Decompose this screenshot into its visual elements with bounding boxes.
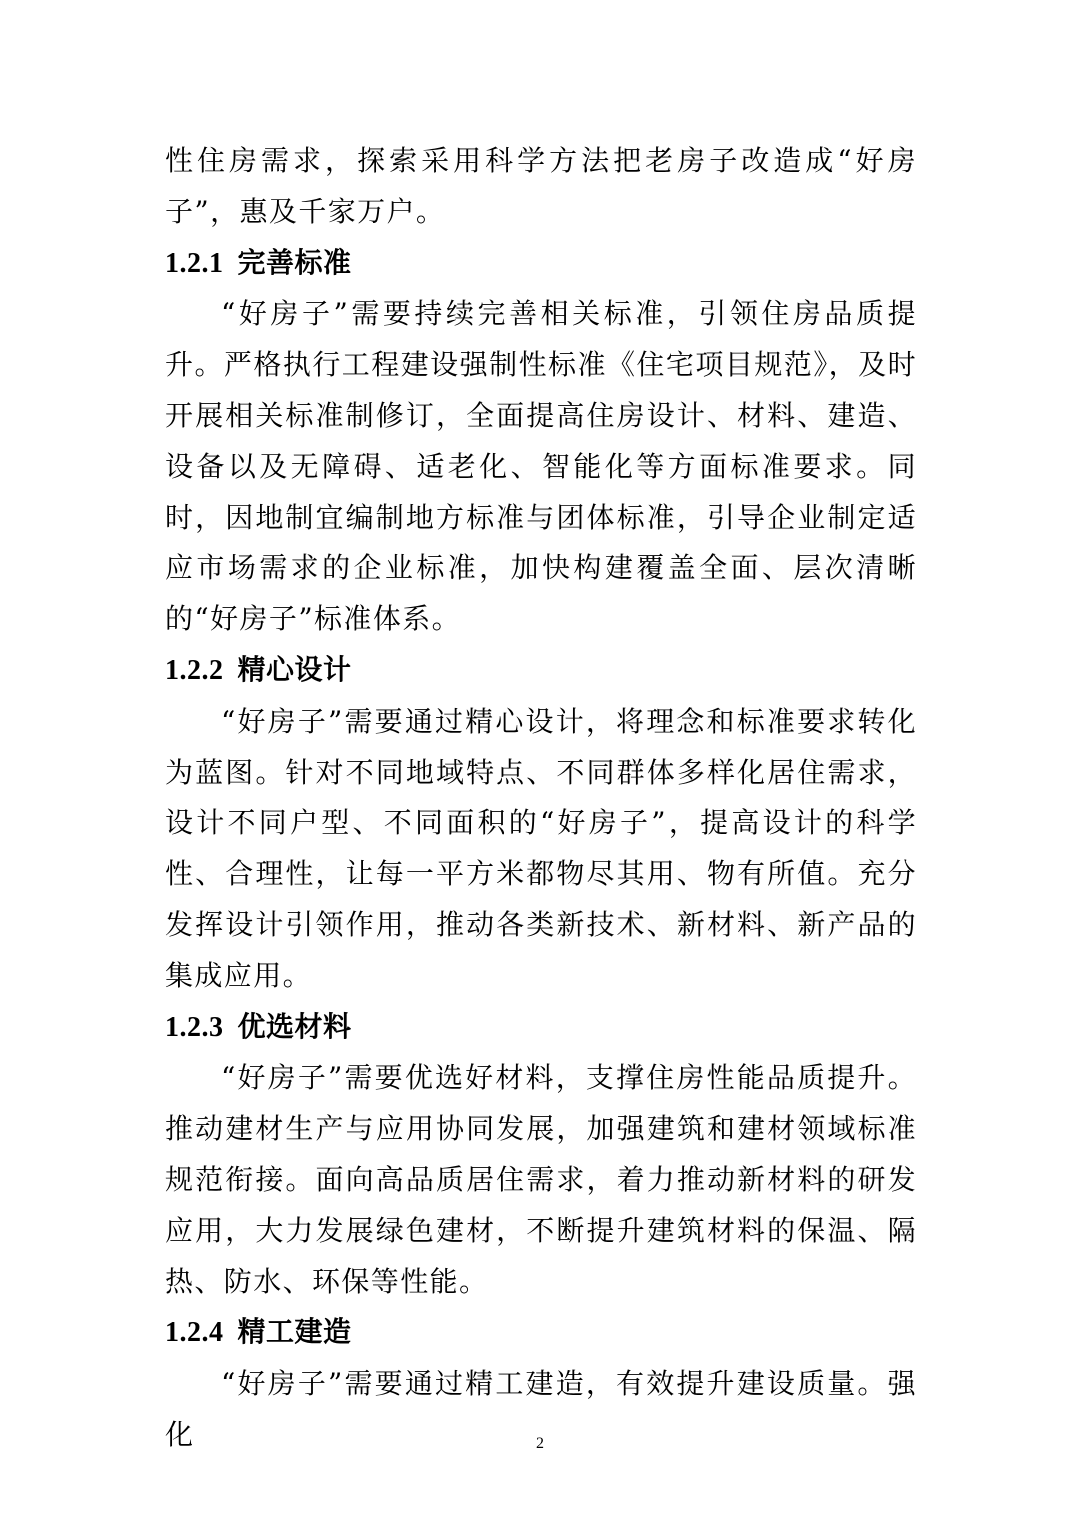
- section-number: 1.2.3: [165, 1011, 224, 1043]
- section-number: 1.2.2: [165, 654, 224, 686]
- paragraph-design: “好房子”需要通过精心设计，将理念和标准要求转化为蓝图。针对不同地域特点、不同群体多样化居住需求，设计不同户型、不同面积的“好房子”，提高设计的科学性、合理性，让每一平方米都物尽其用、物有所值。充分发挥设计引领作用，推动各类新技术、新材料、新产品的集成应用。: [165, 704, 917, 992]
- paragraph-materials: “好房子”需要优选好材料，支撑住房性能品质提升。推动建材生产与应用协同发展，加强建筑和建材领域标准规范衔接。面向高品质居住需求，着力推动新材料的研发应用，大力发展绿色建材，不断提升建筑材料的保温、隔热、防水、环保等性能。: [165, 1061, 917, 1298]
- section-heading-1-2-2: [165, 645, 917, 697]
- section-title: 精工建造: [237, 1315, 352, 1349]
- section-number: 1.2.1: [165, 247, 224, 279]
- document-body: [165, 136, 917, 1461]
- paragraph-continuation: 性住房需求，探索采用科学方法把老房子改造成“好房子”，惠及千家万户。: [165, 144, 917, 228]
- section-title: 完善标准: [237, 245, 352, 279]
- section-heading-1-2-1: [165, 238, 917, 290]
- section-number: 1.2.4: [165, 1317, 224, 1349]
- section-title: 优选材料: [237, 1009, 352, 1043]
- section-heading-1-2-3: [165, 1002, 917, 1054]
- section-heading-1-2-4: [165, 1307, 917, 1359]
- section-title: 精心设计: [237, 652, 352, 686]
- paragraph-standards: “好房子”需要持续完善相关标准，引领住房品质提升。严格执行工程建设强制性标准《住宅项目规范》，及时开展相关标准制修订，全面提高住房设计、材料、建造、设备以及无障碍、适老化、智能化等方面标准要求。同时，因地制宜编制地方标准与团体标准，引导企业制定适应市场需求的企业标准，加快构建覆盖全面、层次清晰的“好房子”标准体系。: [165, 297, 917, 636]
- page-number: 2: [536, 1435, 544, 1452]
- paragraph-construction: “好房子”需要通过精工建造，有效提升建设质量。强化: [165, 1367, 917, 1451]
